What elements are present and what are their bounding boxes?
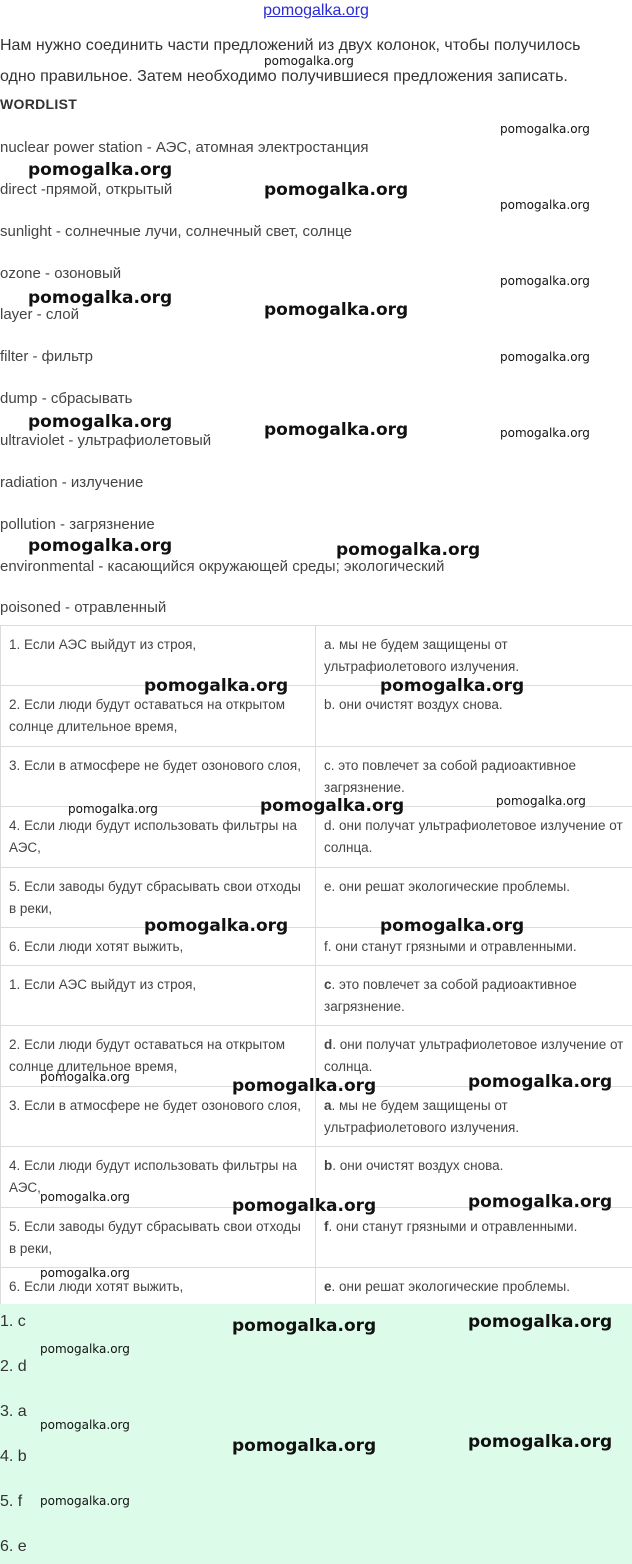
- task-right-cell: d. они получат ультрафиолетовое излучение от солнца.: [316, 807, 632, 868]
- answer-item: 4. b: [0, 1448, 27, 1465]
- watermark: pomogalka.org: [232, 1076, 377, 1096]
- site-link[interactable]: pomogalka.org: [263, 2, 369, 19]
- word-item: nuclear power station - АЭС, атомная электростанция: [0, 139, 369, 156]
- task-right-cell: a. мы не будем защищены от ультрафиолетового излучения.: [316, 626, 632, 686]
- watermark: pomogalka.org: [468, 1312, 613, 1332]
- watermark: pomogalka.org: [380, 676, 525, 696]
- table-row: [1, 928, 632, 966]
- answer-item: 3. a: [0, 1403, 27, 1420]
- task-left-cell: 4. Если люди будут использовать фильтры на АЭС,: [1, 807, 316, 868]
- task-right-cell: f. они станут грязными и отравленными.: [316, 928, 632, 966]
- watermark: pomogalka.org: [28, 160, 173, 180]
- solution-right-cell: [316, 966, 632, 1026]
- watermark: pomogalka.org: [264, 420, 409, 440]
- table-row: [1, 1208, 632, 1268]
- word-item: sunlight - солнечные лучи, солнечный свет, солнце: [0, 223, 352, 240]
- watermark: pomogalka.org: [40, 1418, 130, 1432]
- table-row: [1, 1147, 632, 1208]
- task-left-cell: 5. Если заводы будут сбрасывать свои отходы в реки,: [1, 868, 316, 928]
- task-left-cell: 6. Если люди хотят выжить,: [1, 928, 316, 966]
- word-item: pollution - загрязнение: [0, 516, 155, 533]
- task-right-cell: b. они очистят воздух снова.: [316, 686, 632, 747]
- word-item: ultraviolet - ультрафиолетовый: [0, 432, 212, 449]
- solution-right-cell: [316, 1026, 632, 1087]
- watermark: pomogalka.org: [68, 802, 158, 816]
- solution-right-cell: [316, 1147, 632, 1208]
- word-item: environmental - касающийся окружающей среды; экологический: [0, 558, 445, 575]
- answer-letter: d: [324, 1037, 333, 1052]
- answer-text: . они станут грязными и отравленными.: [328, 1219, 578, 1234]
- table-row: [1, 1268, 632, 1306]
- answer-text: . мы не будем защищены от ультрафиолетового излучения.: [324, 1098, 520, 1135]
- table-row: [1, 1087, 632, 1147]
- task-left-cell: 3. Если в атмосфере не будет озонового слоя,: [1, 747, 316, 807]
- watermark: pomogalka.org: [380, 916, 525, 936]
- table-row: [1, 966, 632, 1026]
- table-row: [1, 868, 632, 928]
- answer-text: . они решат экологические проблемы.: [331, 1279, 570, 1294]
- watermark: pomogalka.org: [40, 1190, 130, 1204]
- solution-left-cell: 5. Если заводы будут сбрасывать свои отходы в реки,: [1, 1208, 316, 1268]
- watermark: pomogalka.org: [336, 540, 481, 560]
- task-left-cell: 1. Если АЭС выйдут из строя,: [1, 626, 316, 686]
- intro-text: [0, 30, 632, 92]
- answer-letter: e: [324, 1279, 332, 1294]
- watermark: pomogalka.org: [500, 350, 590, 364]
- task-left-cell: 2. Если люди будут оставаться на открытом солнце длительное время,: [1, 686, 316, 747]
- watermark: pomogalka.org: [468, 1072, 613, 1092]
- answer-letter: a: [324, 1098, 332, 1113]
- watermark: pomogalka.org: [500, 122, 590, 136]
- watermark: pomogalka.org: [232, 1196, 377, 1216]
- watermark: pomogalka.org: [232, 1436, 377, 1456]
- solution-left-cell: 3. Если в атмосфере не будет озонового слоя,: [1, 1087, 316, 1147]
- solution-left-cell: 4. Если люди будут использовать фильтры на АЭС,: [1, 1147, 316, 1208]
- watermark: pomogalka.org: [40, 1070, 130, 1084]
- answer-text: . это повлечет за собой радиоактивное загрязнение.: [324, 977, 577, 1014]
- solution-left-cell: 6. Если люди хотят выжить,: [1, 1268, 316, 1306]
- solution-right-cell: [316, 1268, 632, 1306]
- watermark: pomogalka.org: [264, 180, 409, 200]
- watermark: pomogalka.org: [500, 274, 590, 288]
- watermark: pomogalka.org: [40, 1342, 130, 1356]
- watermark: pomogalka.org: [496, 794, 586, 808]
- answer-item: 1. c: [0, 1313, 26, 1330]
- solution-table: [0, 965, 632, 1306]
- answer-letter: f: [324, 1219, 329, 1234]
- task-right-cell: e. они решат экологические проблемы.: [316, 868, 632, 928]
- answer-letter: b: [324, 1158, 333, 1173]
- watermark: pomogalka.org: [144, 916, 289, 936]
- watermark: pomogalka.org: [232, 1316, 377, 1336]
- answer-text: . они очистят воздух снова.: [332, 1158, 504, 1173]
- watermark: pomogalka.org: [500, 198, 590, 212]
- word-item: ozone - озоновый: [0, 265, 122, 282]
- watermark: pomogalka.org: [264, 300, 409, 320]
- watermark: pomogalka.org: [144, 676, 289, 696]
- word-item: radiation - излучение: [0, 474, 144, 491]
- word-item: poisoned - отравленный: [0, 599, 167, 616]
- word-item: filter - фильтр: [0, 348, 93, 365]
- watermark: pomogalka.org: [260, 796, 405, 816]
- table-row: [1, 1026, 632, 1087]
- watermark: pomogalka.org: [468, 1432, 613, 1452]
- answer-item: 5. f: [0, 1493, 23, 1510]
- solution-right-cell: [316, 1208, 632, 1268]
- table-row: [1, 686, 632, 747]
- task-right-cell: c. это повлечет за собой радиоактивное загрязнение.: [316, 747, 632, 807]
- table-row: [1, 747, 632, 807]
- watermark: pomogalka.org: [28, 412, 173, 432]
- word-item: dump - сбрасывать: [0, 390, 133, 407]
- intro-line-2: одно правильное. Затем необходимо получившиеся предложения записать.: [0, 68, 568, 85]
- word-item: layer - слой: [0, 306, 79, 323]
- watermark: pomogalka.org: [40, 1494, 130, 1508]
- answer-item: 2. d: [0, 1358, 27, 1375]
- word-item: direct -прямой, открытый: [0, 181, 173, 198]
- watermark: pomogalka.org: [28, 288, 173, 308]
- wordlist-heading: WORDLIST: [0, 96, 78, 112]
- watermark: pomogalka.org: [40, 1266, 130, 1280]
- answer-item: 6. e: [0, 1538, 27, 1555]
- intro-line-1: Нам нужно соединить части предложений из двух колонок, чтобы получилось: [0, 37, 581, 54]
- watermark: pomogalka.org: [500, 426, 590, 440]
- solution-left-cell: 2. Если люди будут оставаться на открытом солнце длительное время,: [1, 1026, 316, 1087]
- watermark: pomogalka.org: [28, 536, 173, 556]
- table-row: [1, 807, 632, 868]
- task-table: [0, 625, 632, 966]
- watermark: pomogalka.org: [264, 54, 354, 68]
- answers-block: [0, 1304, 632, 1564]
- solution-right-cell: [316, 1087, 632, 1147]
- answer-letter: c: [324, 977, 332, 992]
- solution-left-cell: 1. Если АЭС выйдут из строя,: [1, 966, 316, 1026]
- answer-text: . они получат ультрафиолетовое излучение от солнца.: [324, 1037, 624, 1074]
- table-row: [1, 626, 632, 686]
- watermark: pomogalka.org: [468, 1192, 613, 1212]
